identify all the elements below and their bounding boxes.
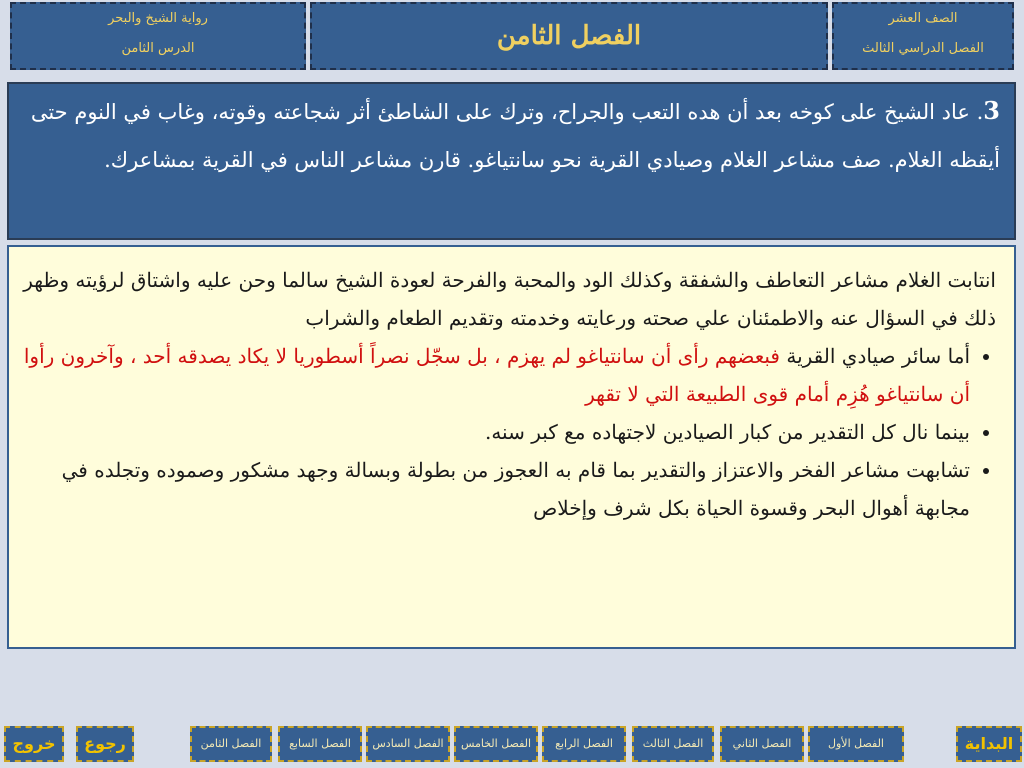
exit-button[interactable]: خروج (4, 726, 64, 762)
grade-label: الصف العشر (888, 11, 958, 26)
question-text: . عاد الشيخ على كوخه بعد أن هده التعب والجراح، وترك على الشاطئ أثر شجاعته وقوته، وغاب في النوم حتى أيقظه الغلام. صف مشاعر الغلام وصيادي القرية نحو سانتياغو. قارن مشاعر الناس في القرية بمشاعرك. (30, 100, 1000, 172)
page-title: الفصل الثامن (496, 21, 642, 51)
chapter-7-button[interactable]: الفصل السابع (278, 726, 362, 762)
chapter-4-button[interactable]: الفصل الرابع (542, 726, 626, 762)
bullet1-highlight: فبعضهم رأى أن سانتياغو لم يهزم ، بل سجّل نصراً أسطوريا لا يكاد يصدقه أحد ، وآخرون رأوا أن سانتياغو هُزِم أمام قوى الطبيعة التي لا تقهر (23, 344, 970, 406)
grade-header (832, 2, 1014, 70)
answer-intro: انتابت الغلام مشاعر التعاطف والشفقة وكذلك الود والمحبة والفرحة لعودة الشيخ سالما وحن عليه واشتاق لرؤيته وظهر ذلك في السؤال عنه والاطمئنان علي صحته ورعايته وخدمته وتقديم الطعام والشراب (23, 268, 996, 330)
bullet1-text: أما سائر صيادي القرية (779, 344, 970, 368)
list-item: • بينما نال كل التقدير من كبار الصيادين لاجتهاده مع كبر سنه. (23, 413, 970, 451)
lesson-number: الدرس الثامن (121, 41, 195, 56)
chapter-3-button[interactable]: الفصل الثالث (632, 726, 714, 762)
lesson-header (10, 2, 306, 70)
back-button[interactable]: رجوع (76, 726, 134, 762)
answer-box (7, 245, 1016, 649)
answer-list (23, 337, 996, 527)
chapter-2-button[interactable]: الفصل الثاني (720, 726, 804, 762)
list-item (23, 337, 970, 413)
chapter-6-button[interactable]: الفصل السادس (366, 726, 450, 762)
question-number: 3 (983, 96, 1000, 125)
start-button[interactable]: البداية (956, 726, 1022, 762)
chapter-header (310, 2, 828, 70)
chapter-5-button[interactable]: الفصل الخامس (454, 726, 538, 762)
chapter-1-button[interactable]: الفصل الأول (808, 726, 904, 762)
novel-title: رواية الشيخ والبحر (108, 11, 208, 26)
list-item: • تشابهت مشاعر الفخر والاعتزاز والتقدير بما قام به العجوز من بطولة وبسالة وجهد مشكور وصموده وتجلده في مجابهة أهوال البحر وقسوة الحياة بكل شرف وإخلاص (23, 451, 970, 527)
term-label: الفصل الدراسي الثالث (862, 41, 984, 56)
chapter-8-button[interactable]: الفصل الثامن (190, 726, 272, 762)
question-box (7, 82, 1016, 240)
